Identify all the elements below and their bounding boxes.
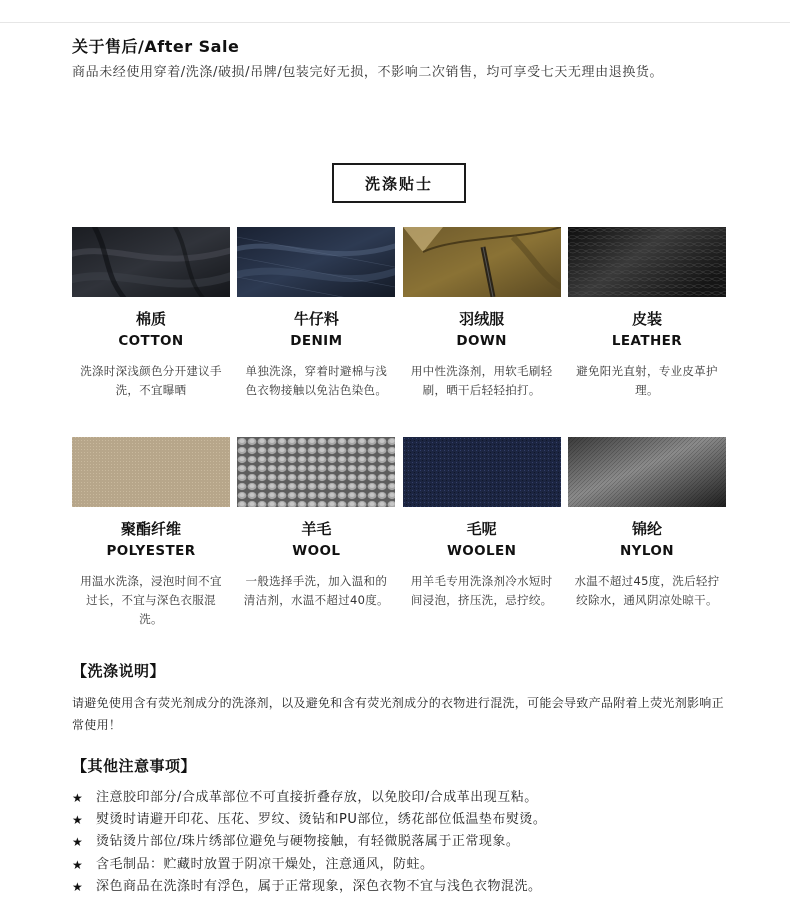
material-cn-name: 聚酯纤维 <box>120 520 181 538</box>
material-cn-name: 羊毛 <box>301 520 332 538</box>
material-care-text: 一般选择手洗，加入温和的清洁剂，水温不超过40度。 <box>243 574 389 607</box>
material-en-name: DENIM <box>290 333 343 349</box>
material-en-name: POLYESTER <box>106 543 196 559</box>
material-care-text: 用中性洗涤剂，用软毛刷轻刷，晒干后轻轻拍打。 <box>410 364 553 397</box>
material-polyester <box>72 437 230 629</box>
leather-image <box>568 227 726 297</box>
material-en-name: WOOLEN <box>446 543 517 559</box>
star-icon: ★ <box>72 879 84 894</box>
note-text: 熨烫时请避开印花、压花、罗纹、烫钻和PU部位，绣花部位低温垫布熨烫。 <box>96 812 547 828</box>
material-woolen <box>403 437 561 629</box>
denim-fabric-image <box>237 227 395 297</box>
material-care-text: 水温不超过45度，洗后轻拧绞除水，通风阴凉处晾干。 <box>574 574 720 607</box>
material-cn-name: 羽绒服 <box>459 310 505 328</box>
material-cotton <box>72 227 230 400</box>
note-item <box>72 854 732 876</box>
material-cn-name: 皮装 <box>631 310 662 328</box>
washing-instructions-title: 【洗涤说明】 <box>72 662 166 680</box>
material-en-name: LEATHER <box>611 333 683 349</box>
materials-row-1 <box>72 227 726 400</box>
wool-knit-image <box>237 437 395 507</box>
material-care-text: 避免阳光直射，专业皮革护理。 <box>576 364 718 397</box>
note-text: 烫钻烫片部位/珠片绣部位避免与硬物接触，有轻微脱落属于正常现象。 <box>96 834 520 850</box>
material-nylon <box>568 437 726 629</box>
cotton-fabric-image <box>72 227 230 297</box>
note-item <box>72 876 732 898</box>
note-text: 注意胶印部分/合成革部位不可直接折叠存放，以免胶印/合成革出现互粘。 <box>96 790 538 805</box>
other-notes-title: 【其他注意事项】 <box>72 757 197 775</box>
material-en-name: DOWN <box>456 333 507 349</box>
down-jacket-image <box>403 227 561 297</box>
note-text: 含毛制品：贮藏时放置于阴凉干燥处，注意通风，防蛀。 <box>96 856 434 872</box>
woolen-fabric-image <box>403 437 561 507</box>
material-care-text: 洗涤时深浅颜色分开建议手洗，不宜曝晒 <box>80 364 222 397</box>
star-icon: ★ <box>72 857 84 872</box>
note-text: 深色商品在洗涤时有浮色，属于正常现象，深色衣物不宜与浅色衣物混洗。 <box>96 878 542 894</box>
star-icon: ★ <box>72 813 84 828</box>
note-item <box>72 831 732 853</box>
material-en-name: WOOL <box>292 543 341 559</box>
note-item <box>72 809 732 831</box>
star-icon: ★ <box>72 791 84 805</box>
material-denim <box>237 227 395 400</box>
after-sale-section <box>72 36 732 83</box>
material-care-text: 单独洗涤，穿着时避棉与浅色衣物接触以免沾色染色。 <box>245 364 388 397</box>
material-cn-name: 锦纶 <box>631 520 662 538</box>
material-care-text: 用温水洗涤，浸泡时间不宜过长，不宜与深色衣服混洗。 <box>80 574 222 626</box>
top-divider <box>0 22 790 23</box>
nylon-fabric-image <box>568 437 726 507</box>
material-en-name: NYLON <box>619 543 674 559</box>
material-leather <box>568 227 726 400</box>
material-cn-name: 棉质 <box>135 310 166 328</box>
material-down <box>403 227 561 400</box>
polyester-fabric-image <box>72 437 230 507</box>
material-en-name: COTTON <box>118 333 184 349</box>
material-wool <box>237 437 395 629</box>
other-notes-list <box>72 787 732 898</box>
after-sale-text: 商品未经使用穿着/洗涤/破损/吊牌/包装完好无损，不影响二次销售，均可享受七天无理由退换货。 <box>72 65 664 80</box>
washing-tips-title: 洗涤贴士 <box>332 163 466 203</box>
material-care-text: 用羊毛专用洗涤剂冷水短时间浸泡，挤压洗，忌拧绞。 <box>410 574 553 607</box>
materials-row-2 <box>72 437 726 629</box>
material-cn-name: 牛仔料 <box>293 310 339 328</box>
material-cn-name: 毛呢 <box>466 520 497 538</box>
after-sale-title: 关于售后/After Sale <box>72 37 240 56</box>
washing-instructions-text: 请避免使用含有荧光剂成分的洗涤剂，以及避免和含有荧光剂成分的衣物进行混洗，可能会导致产品附着上荧光剂影响正常使用！ <box>72 696 724 732</box>
note-item <box>72 787 732 809</box>
star-icon: ★ <box>72 835 84 850</box>
